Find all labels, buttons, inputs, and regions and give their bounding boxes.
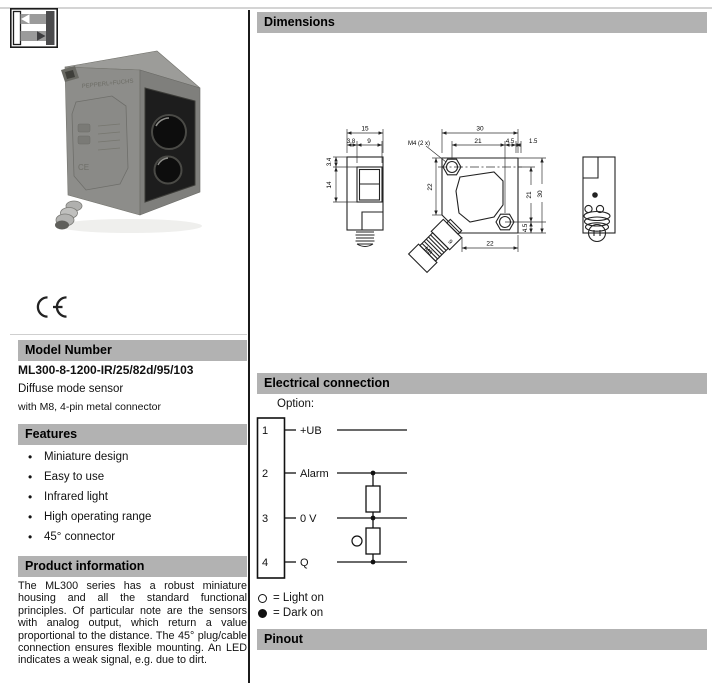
feature-item: • High operating range <box>18 507 247 527</box>
pin-number: 2 <box>262 468 269 480</box>
open-circle-icon <box>258 594 267 603</box>
features-list <box>18 447 247 547</box>
wiring-diagram <box>255 412 465 587</box>
option-label: Option: <box>277 398 315 410</box>
pin-number: 3 <box>262 513 269 525</box>
top-divider <box>0 7 712 9</box>
pinout-header: Pinout <box>257 629 707 650</box>
features-header: Features <box>18 424 247 445</box>
rear-view <box>583 157 615 242</box>
dim-front-offset: 3.8 <box>346 139 356 145</box>
model-number-value: ML300-8-1200-IR/25/82d/95/103 <box>18 363 194 377</box>
ce-engraving: CE <box>78 163 90 172</box>
model-connector-note: with M8, 4-pin metal connector <box>18 401 161 413</box>
left-section-divider <box>10 334 247 335</box>
dim-front-lens-height: 14 <box>326 181 333 189</box>
dim-front-lens-width: 9 <box>367 138 371 145</box>
feature-item: • 45° connector <box>18 527 247 547</box>
filled-circle-icon <box>258 609 267 618</box>
dim-side-right-span: 21 <box>526 191 533 199</box>
resistor <box>366 486 380 512</box>
light-on-symbol <box>352 536 362 546</box>
pin-label: Alarm <box>300 468 329 480</box>
product-information-header: Product information <box>18 556 247 577</box>
dim-side-width: 30 <box>476 125 484 133</box>
pin-label: +UB <box>300 425 322 437</box>
dim-side-right-edge: 4.5 <box>523 223 529 233</box>
legend-text: = Dark on <box>273 607 324 619</box>
connector-block <box>258 418 285 578</box>
dim-front-width: 15 <box>361 125 369 133</box>
resistor <box>366 528 380 554</box>
dim-side-right-height: 30 <box>537 190 544 198</box>
front-view-dims <box>333 129 383 202</box>
feature-item: • Miniature design <box>18 447 247 467</box>
pin-number: 1 <box>262 425 269 437</box>
sensor-lens-upper <box>152 115 186 149</box>
diffuse-mode-sensor-icon <box>10 8 58 48</box>
ce-mark-icon <box>33 294 69 320</box>
feature-item: • Infrared light <box>18 487 247 507</box>
column-divider <box>248 10 250 683</box>
electrical-connection-header: Electrical connection <box>257 373 707 394</box>
dim-connector-len: 9 <box>446 238 454 246</box>
product-information-text: The ML300 series has a robust miniature housing and all the standard functional principles. Of particular note are the sensors with analog output, which return a value proportional to the distance. The 45° plug/cable connection ensures flexible mounting. An LED indicates a weak signal, e.g. due to dirt. <box>18 580 247 667</box>
dim-side-edge: 4.5 <box>505 139 515 145</box>
brand-embossed-text: PEPPERL+FUCHS <box>81 78 134 90</box>
dim-connector-thread: M8 <box>422 246 433 257</box>
dimensions-drawing <box>300 105 712 285</box>
product-photo <box>48 48 218 238</box>
pin-label: Q <box>300 557 309 569</box>
legend-text: = Light on <box>273 592 324 604</box>
m4-thread-label: M4 (2 x) <box>408 141 431 147</box>
dim-side-hole-span: 21 <box>474 138 482 145</box>
dimensions-header: Dimensions <box>257 12 707 33</box>
dim-side-height-left: 22 <box>427 183 434 191</box>
feature-item: • Easy to use <box>18 467 247 487</box>
pin-number: 4 <box>262 557 269 569</box>
switching-legend <box>258 591 324 621</box>
dim-side-bottom: 22 <box>486 240 494 248</box>
sensor-lens-lower <box>155 157 182 184</box>
dim-side-face-offset: 1.5 <box>529 139 538 145</box>
side-view <box>409 158 518 272</box>
model-number-header: Model Number <box>18 340 247 361</box>
pin-label: 0 V <box>300 513 317 525</box>
model-description: Diffuse mode sensor <box>18 383 124 395</box>
adjuster-screw <box>592 192 598 198</box>
dim-front-top: 3.4 <box>327 157 333 167</box>
